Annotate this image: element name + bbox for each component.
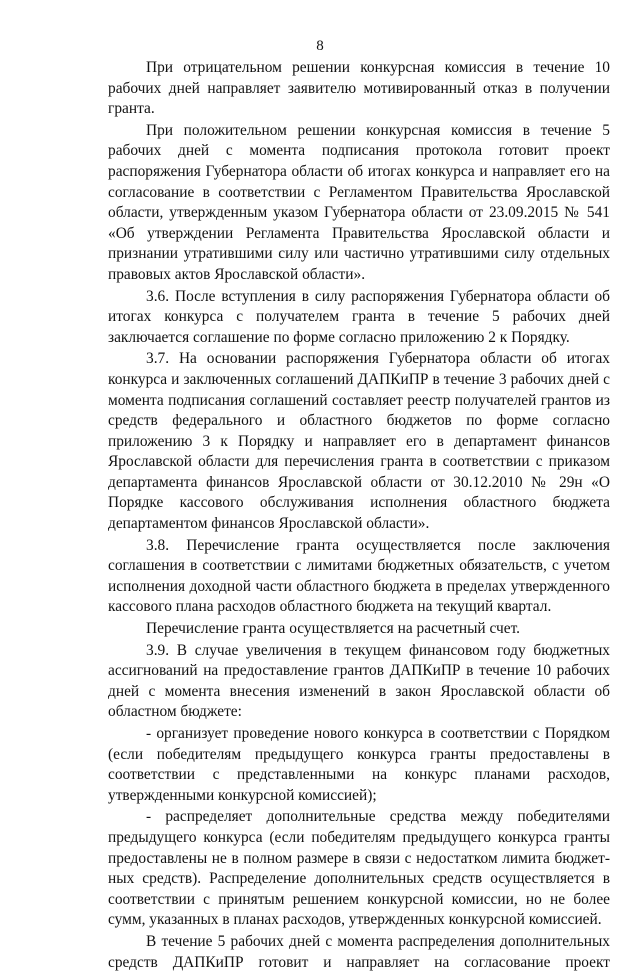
paragraph-positive-decision: При положительном решении конкурсная комиссия в течение 5 рабочих дней с момента подписания протокола готовит проект распоряжения Губернатора области об итогах конкурса и направляет его на согласование в соответствии с Регламентом Правительства Ярославской области, утвержденным указом Губернатора области от 23.09.2015 № 541 «Об утверждении Регламента Правительства Ярославской области и признании утратившими силу или частично утратившими силу отдельных правовых актов Ярославской области». <box>108 121 610 283</box>
list-item-new-contest: - организует проведение нового конкурса в соответствии с Порядком (если победителям предыдущего конкурса гранты предоставлены в соответствии с представленными на конкурс планами расходов, утвержденными конкурсной комиссией); <box>108 725 610 804</box>
list-item-distribute-funds: - распределяет дополнительные средства между победителями предыдущего конкурса (если победителям предыдущего конкурса гранты предоставлены не в полном размере в связи с недостатком лимита бюджетных средств). Распределение дополнительных средств осуществляется в соответствии с принятым решением конкурсной комиссии, но не более сумм, указанных в планах расходов, утвержденных конкурсной комиссией. <box>108 808 610 929</box>
document-body <box>108 58 610 974</box>
paragraph-settlement-account: Перечисление гранта осуществляется на расчетный счет. <box>146 620 521 638</box>
paragraph-3-9: 3.9. В случае увеличения в текущем финансовом году бюджетных ассигнований на предоставление грантов ДАПКиПР в течение 10 рабочих дней с момента внесения изменений в закон Ярославской области об областном бюджете: <box>108 641 610 721</box>
paragraph-3-7: 3.7. На основании распоряжения Губернатора области об итогах конкурса и заключенных соглашений ДАПКиПР в течение 3 рабочих дней с момента подписания соглашений составляет реестр получателей грантов из средств федерального и областного бюджетов по форме согласно приложению 3 к Порядку и направляет его в департамент финансов Ярославской области для перечисления гранта в соответствии с приказом департамента финансов Ярославской области от 30.12.2010 № 29н «О Порядке кассового обслуживания исполнения областного бюджета департаментом финансов Ярославской области». <box>108 350 610 533</box>
paragraph-continuation: В течение 5 рабочих дней с момента распределения дополнительных средств ДАПКиПР готовит и направляет на согласование проект <box>108 932 610 971</box>
page-number: 8 <box>316 38 324 54</box>
paragraph-refusal: При отрицательном решении конкурсная комиссия в течение 10 рабочих дней направляет заявителю мотивированный отказ в получении гранта. <box>108 59 610 118</box>
paragraph-3-8: 3.8. Перечисление гранта осуществляется после заключения соглашения в соответствии с лимитами бюджетных обязательств, с учетом исполнения доходной части областного бюджета в пределах утвержденного кассового плана расходов областного бюджета на текущий квартал. <box>108 536 610 616</box>
paragraph-3-6: 3.6. После вступления в силу распоряжения Губернатора области об итогах конкурса с получателем гранта в течение 5 рабочих дней заключается соглашение по форме согласно приложению 2 к Порядку. <box>108 287 610 346</box>
